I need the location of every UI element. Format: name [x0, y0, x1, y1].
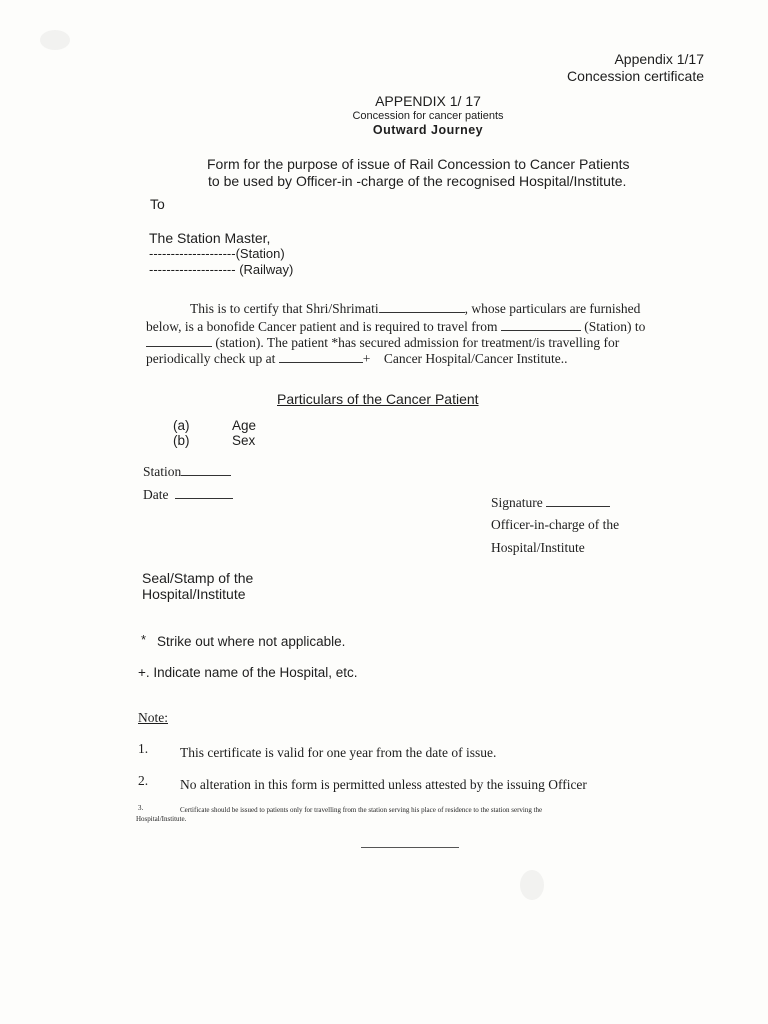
particular-marker-b: (b) [173, 433, 190, 448]
date-blank [175, 486, 233, 499]
bottom-divider [361, 847, 459, 848]
document-type: Concession certificate [567, 68, 704, 84]
purpose-line-1: Form for the purpose of issue of Rail Concession to Cancer Patients [207, 156, 630, 172]
notes-heading: Note: [138, 710, 168, 725]
purpose-line-2: to be used by Officer-in -charge of the recognised Hospital/Institute. [208, 173, 627, 189]
note-2-text: No alteration in this form is permitted unless attested by the issuing Officer [180, 777, 587, 792]
from-station-blank [501, 318, 581, 331]
scan-smudge [520, 870, 544, 900]
footnote-plus-text: +. Indicate name of the Hospital, etc. [138, 665, 358, 680]
certificate-line-3: (station). The patient *has secured admission for treatment/is travelling for [146, 334, 619, 351]
note-2-number: 2. [138, 773, 149, 788]
footnote-star-marker: * [141, 632, 147, 647]
appendix-ref: Appendix 1/17 [614, 51, 704, 67]
address-station-master: The Station Master, [149, 230, 271, 246]
seal-line-1: Seal/Stamp of the [142, 570, 254, 586]
note-3-continuation: Hospital/Institute. [136, 815, 187, 823]
particulars-heading: Particulars of the Cancer Patient [277, 391, 479, 407]
scan-smudge [40, 30, 70, 50]
signature-blank [546, 494, 610, 507]
to-station-blank [146, 334, 212, 347]
signature-field: Signature [491, 494, 610, 511]
note-3-number: 3. [138, 804, 144, 812]
particular-label-age: Age [232, 418, 257, 433]
particular-marker-a: (a) [173, 418, 190, 433]
note-3-text: Certificate should be issued to patients only for travelling from the station serving his place of residence to the station serving the [180, 806, 543, 814]
certificate-line-1: This is to certify that Shri/Shrimati , whose particulars are furnished [190, 301, 641, 316]
address-station: --------------------(Station) [149, 246, 285, 261]
address-railway: -------------------- (Railway) [149, 262, 294, 277]
note-1-number: 1. [138, 741, 149, 756]
page-title: APPENDIX 1/ 17 [375, 93, 481, 109]
certificate-line-4: periodically check up at + Cancer Hospital/Cancer Institute.. [146, 351, 568, 366]
journey-type: Outward Journey [372, 123, 484, 137]
station-field: Station [143, 463, 231, 480]
certificate-line-2: below, is a bonofide Cancer patient and is required to travel from (Station) to [146, 319, 646, 334]
date-field: Date [143, 486, 233, 503]
seal-line-2: Hospital/Institute [142, 586, 246, 602]
station-blank [181, 463, 231, 476]
page-subtitle: Concession for cancer patients [352, 110, 504, 122]
signature-institute: Hospital/Institute [491, 540, 585, 555]
patient-name-blank [379, 300, 465, 313]
address-to: To [150, 196, 165, 212]
footnote-star-text: Strike out where not applicable. [157, 634, 346, 649]
particular-label-sex: Sex [232, 433, 256, 448]
note-1-text: This certificate is valid for one year from the date of issue. [180, 745, 497, 760]
signature-officer: Officer-in-charge of the [491, 517, 620, 532]
hospital-blank [279, 350, 363, 363]
